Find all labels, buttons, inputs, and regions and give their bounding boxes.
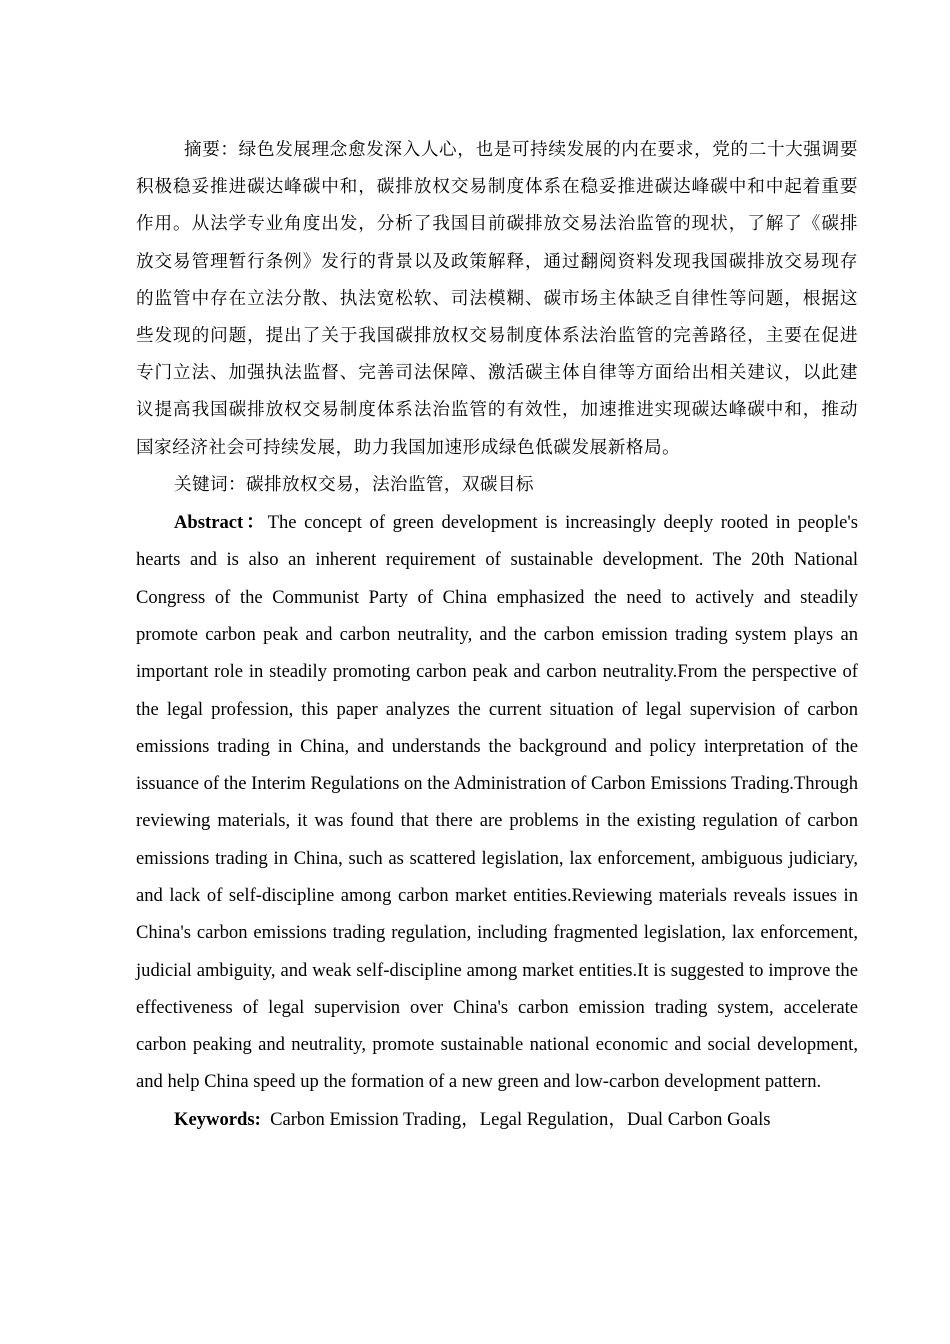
chinese-keywords-label: 关键词：	[174, 474, 246, 495]
chinese-keywords	[136, 467, 858, 504]
english-keywords	[136, 1101, 858, 1138]
abstract-section	[136, 132, 858, 1138]
english-abstract-text: The concept of green development is increasingly deeply rooted in people's hearts and is also an inherent requirement of sustainable development. The 20th National Congress of the Communist Party of China emphasized the need to actively and steadily promote carbon peak and carbon neutrality, and the carbon emission trading system plays an important role in steadily promoting carbon peak and carbon neutrality.From the perspective of the legal profession, this paper analyzes the current situation of legal supervision of carbon emissions trading in China, and understands the background and policy interpretation of the issuance of the Interim Regulations on the Administration of Carbon Emissions Trading.Through reviewing materials, it was found that there are problems in the existing regulation of carbon emissions trading in China, such as scattered legislation, lax enforcement, ambiguous judiciary, and lack of self-discipline among carbon market entities.Reviewing materials reveals issues in China's carbon emissions trading regulation, including fragmented legislation, lax enforcement, judicial ambiguity, and weak self-discipline among market entities.It is suggested to improve the effectiveness of legal supervision over China's carbon emission trading system, accelerate carbon peaking and neutrality, promote sustainable national economic and social development, and help China speed up the formation of a new green and low-carbon development pattern.	[136, 512, 858, 1093]
chinese-keywords-text: 碳排放权交易，法治监管，双碳目标	[245, 474, 534, 495]
english-keywords-label: Keywords:	[174, 1108, 261, 1130]
english-abstract-label: Abstract：	[174, 512, 268, 534]
chinese-abstract-label: 摘要：	[184, 140, 239, 160]
english-keywords-text: Carbon Emission Trading，Legal Regulation，Dual Carbon Goals	[270, 1108, 771, 1130]
english-abstract	[136, 504, 858, 1101]
chinese-abstract-text: 绿色发展理念愈发深入人心，也是可持续发展的内在要求，党的二十大强调要积极稳妥推进碳达峰碳中和，碳排放权交易制度体系在稳妥推进碳达峰碳中和中起着重要作用。从法学专业角度出发，分析了我国目前碳排放交易法治监管的现状，了解了《碳排放交易管理暂行条例》发行的背景以及政策解释，通过翻阅资料发现我国碳排放交易现存的监管中存在立法分散、执法宽松软、司法模糊、碳市场主体缺乏自律性等问题，根据这些发现的问题，提出了关于我国碳排放权交易制度体系法治监管的完善路径，主要在促进专门立法、加强执法监督、完善司法保障、激活碳主体自律等方面给出相关建议，以此建议提高我国碳排放权交易制度体系法治监管的有效性，加速推进实现碳达峰碳中和，推动国家经济社会可持续发展，助力我国加速形成绿色低碳发展新格局。	[136, 140, 858, 458]
chinese-abstract	[136, 132, 858, 467]
